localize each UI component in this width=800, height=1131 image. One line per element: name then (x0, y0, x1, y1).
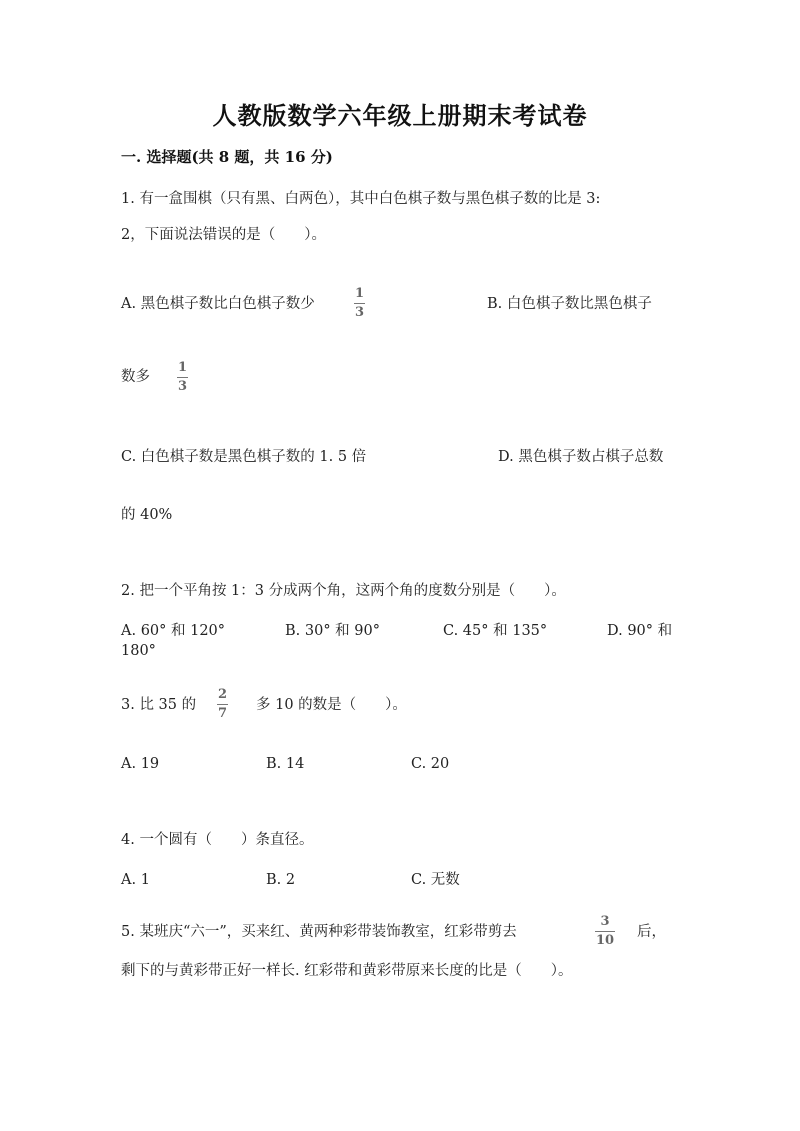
fraction-bar (354, 303, 365, 304)
q4-option-a: A. 1 (121, 872, 150, 888)
q3-option-b: B. 14 (266, 756, 305, 772)
fraction-bar (595, 931, 615, 932)
q5-stem-line1-after-fraction: 后， (637, 924, 666, 940)
q3-option-a: A. 19 (121, 756, 160, 772)
q1-stem-line2: 2，下面说法错误的是（ ）。 (121, 227, 326, 243)
q4-option-b: B. 2 (266, 872, 296, 888)
q1-option-c: C. 白色棋子数是黑色棋子数的 1. 5 倍 (121, 449, 367, 465)
fraction-denominator: 3 (355, 305, 365, 320)
q2-option-b: B. 30° 和 90° (285, 623, 380, 639)
q2-option-d: D. 90° 和 (607, 623, 673, 639)
q1-stem-line1: 1. 有一盒围棋（只有黑、白两色），其中白色棋子数与黑色棋子数的比是 3: (121, 191, 601, 207)
fraction-denominator: 10 (596, 933, 615, 948)
fraction-bar (217, 704, 228, 705)
q3-option-c: C. 20 (411, 756, 450, 772)
q1-option-d: D. 黑色棋子数占棋子总数 (498, 449, 664, 465)
q5-fraction (595, 915, 615, 948)
fraction-numerator: 2 (218, 687, 228, 702)
q1-option-b-continued: 数多 (121, 369, 150, 385)
q1-option-b: B. 白色棋子数比黑色棋子 (487, 296, 652, 312)
page-title: 人教版数学六年级上册期末考试卷 (212, 101, 588, 130)
q2-option-c: C. 45° 和 135° (443, 623, 548, 639)
q1-option-b-fraction (177, 361, 188, 394)
q3-stem-before-fraction: 3. 比 35 的 (121, 697, 197, 713)
fraction-bar (177, 377, 188, 378)
q1-option-a-fraction (354, 287, 365, 320)
q3-stem-after-fraction: 多 10 的数是（ ）。 (256, 697, 407, 713)
q5-stem-line2: 剩下的与黄彩带正好一样长. 红彩带和黄彩带原来长度的比是（ ）。 (121, 963, 573, 979)
q3-fraction (217, 688, 228, 721)
q2-stem: 2. 把一个平角按 1：3 分成两个角，这两个角的度数分别是（ ）。 (121, 583, 566, 599)
q2-option-d-continued: 180° (121, 643, 156, 659)
q1-option-a: A. 黑色棋子数比白色棋子数少 (121, 296, 315, 312)
q4-stem: 4. 一个圆有（ ）条直径。 (121, 832, 314, 848)
q5-stem-line1-before-fraction: 5. 某班庆“六一”，买来红、黄两种彩带装饰教室，红彩带剪去 (121, 924, 517, 940)
fraction-numerator: 3 (600, 914, 610, 929)
fraction-denominator: 7 (218, 706, 228, 721)
section-heading: 一. 选择题(共 8 题，共 16 分) (121, 148, 333, 166)
q4-option-c: C. 无数 (411, 872, 460, 888)
fraction-numerator: 1 (178, 360, 188, 375)
fraction-denominator: 3 (178, 379, 188, 394)
fraction-numerator: 1 (355, 286, 365, 301)
q2-option-a: A. 60° 和 120° (121, 623, 226, 639)
q1-option-d-continued: 的 40% (121, 507, 173, 523)
